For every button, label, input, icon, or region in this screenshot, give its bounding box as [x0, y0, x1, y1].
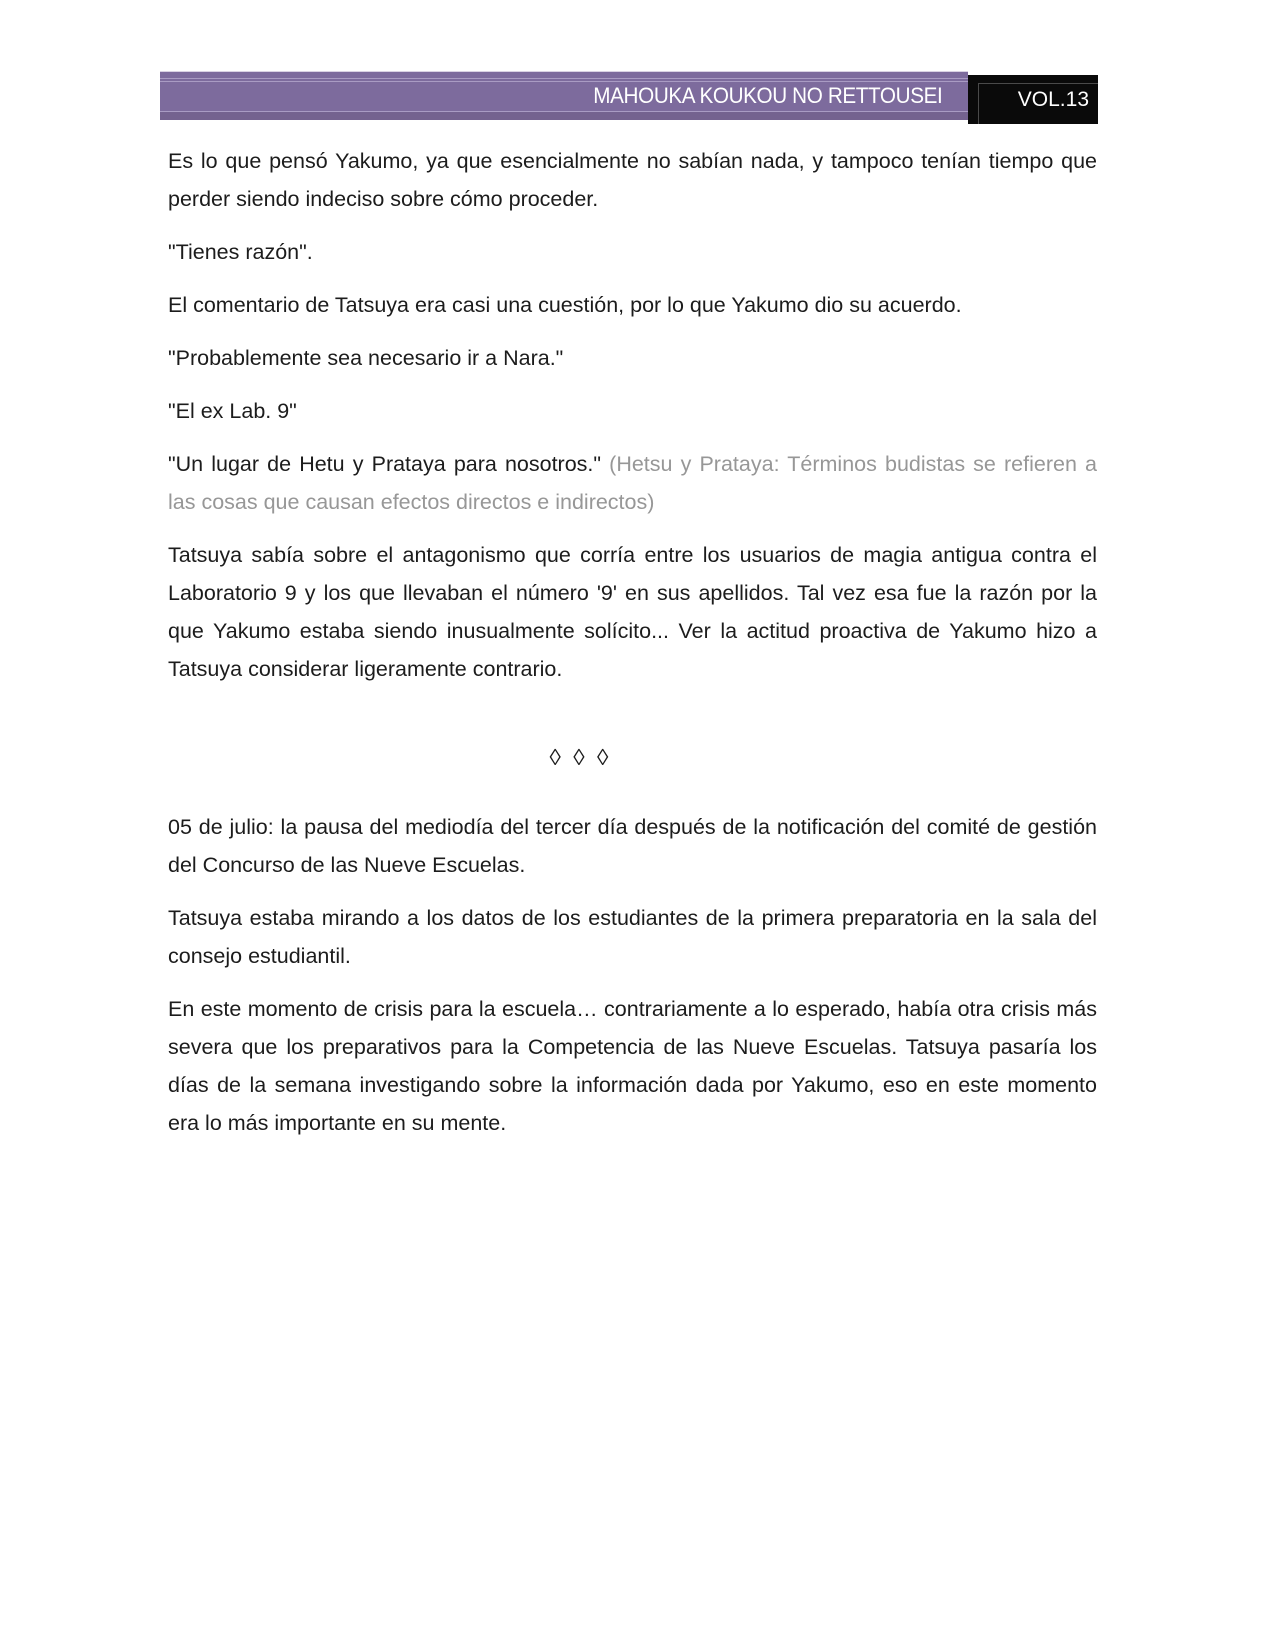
paragraph: 05 de julio: la pausa del mediodía del tercer día después de la notificación del comité de gestión del Concurso de las Nueve Escuelas.: [168, 815, 1097, 877]
paragraph: Tatsuya sabía sobre el antagonismo que corría entre los usuarios de magia antigua contra el Laboratorio 9 y los que llevaban el número '9' en sus apellidos. Tal vez esa fue la razón por la que Yakumo estaba siendo inusualmente solícito... Ver la actitud proactiva de Yakumo hizo a Tatsuya considerar ligeramente contrario.: [168, 543, 1097, 681]
book-title: MAHOUKA KOUKOU NO RETTOUSEI: [592, 82, 942, 108]
quote-text: "Un lugar de Hetu y Prataya para nosotros.": [168, 452, 610, 476]
translator-note-text: (Hetsu y Prataya: Términos budistas se refieren a las cosas que causan efectos directos e indirectos): [168, 452, 1097, 514]
paragraph: En este momento de crisis para la escuela… contrariamente a lo esperado, había otra crisis más severa que los preparativos para la Competencia de las Nueve Escuelas. Tatsuya pasaría los días de la semana investigando sobre la información dada por Yakumo, eso en este momento era lo más importante en su mente.: [168, 997, 1097, 1135]
paragraph: "Tienes razón".: [168, 240, 313, 264]
scene-break-divider: ◊ ◊ ◊: [549, 744, 612, 770]
paragraph: "Probablemente sea necesario ir a Nara.": [168, 346, 564, 370]
header-title-band: [160, 71, 968, 120]
paragraph: Es lo que pensó Yakumo, ya que esencialmente no sabían nada, y tampoco tenían tiempo que perder siendo indeciso sobre cómo proceder.: [168, 149, 1097, 211]
volume-label: VOL.13: [1017, 87, 1089, 111]
paragraph: "El ex Lab. 9": [168, 399, 297, 423]
paragraph: El comentario de Tatsuya era casi una cuestión, por lo que Yakumo dio su acuerdo.: [168, 293, 962, 317]
page-header: [160, 71, 1098, 120]
paragraph-with-translator-note: [168, 445, 1097, 521]
volume-badge: [968, 75, 1098, 124]
page-body: [168, 142, 1097, 1157]
paragraph: Tatsuya estaba mirando a los datos de los estudiantes de la primera preparatoria en la sala del consejo estudiantil.: [168, 906, 1097, 968]
